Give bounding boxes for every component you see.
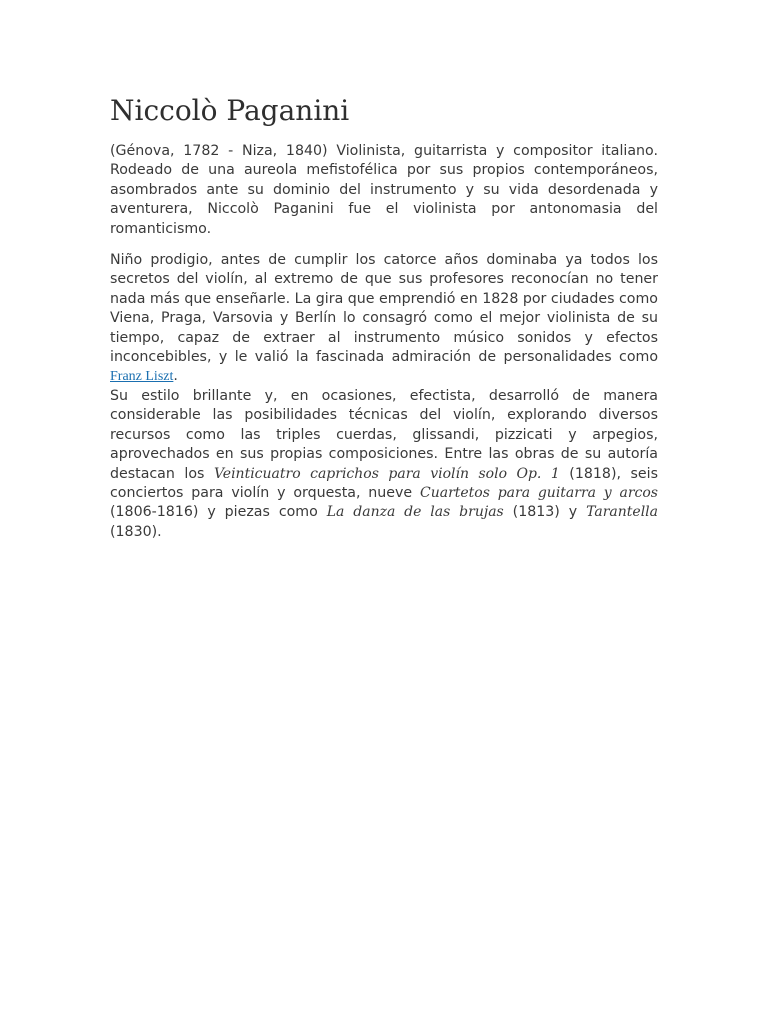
- paragraph-prodigy-text: Niño prodigio, antes de cumplir los catorce años dominaba ya todos los secretos del violín, al extremo de que sus profesores reconocían no tener nada más que enseñarle. La gira que emprendió en 1828 por ciudades como Viena, Praga, Varsovia y Berlín lo consagró como el mejor violinista de su tiempo, capaz de extraer al instrumento músico sonidos y efectos inconcebibles, y le valió la fascinada admiración de personalidades como: [110, 252, 658, 366]
- paragraph-style: [110, 387, 658, 542]
- document-page: [110, 92, 658, 542]
- page-title: Niccolò Paganini: [110, 94, 350, 127]
- paragraph-prodigy-end: .: [173, 368, 178, 385]
- work-title-tarantella: Tarantella: [586, 504, 658, 521]
- work-title-caprichos: Veinticuatro caprichos para violín solo Op. 1: [213, 465, 560, 482]
- work-title-danza: La danza de las brujas: [326, 504, 504, 521]
- paragraph-intro: (Génova, 1782 - Niza, 1840) Violinista, guitarrista y compositor italiano. Rodeado de una aureola mefistofélica por sus propios contemporáneos, asombrados ante su dominio del instrumento y su vida desordenada y aventurera, Niccolò Paganini fue el violinista por antonomasia del romanticismo.: [110, 143, 658, 237]
- paragraph-style-text-a: Su estilo brillante y, en ocasiones, efectista, desarrolló de manera considerable las posibilidades técnicas del violín, explorando diversos recursos como las triples cuerdas, glissandi, pizzicati y arpegios, aprovechados en sus propias composiciones. Entre las obras de su autoría destacan los: [110, 387, 658, 482]
- paragraph-style-text-c: (1806-1816) y piezas como: [110, 504, 327, 521]
- paragraph-style-text-b: (1818), seis conciertos para violín y orquesta, nueve: [110, 465, 658, 501]
- paragraph-style-text-d: (1813) y: [503, 504, 587, 521]
- paragraph-prodigy: [110, 251, 658, 387]
- franz-liszt-link[interactable]: Franz Liszt: [110, 369, 174, 385]
- paragraph-style-text-e: (1830).: [110, 523, 162, 540]
- work-title-cuartetos: Cuartetos para guitarra y arcos: [420, 484, 658, 501]
- paragraph-gap: [110, 239, 658, 251]
